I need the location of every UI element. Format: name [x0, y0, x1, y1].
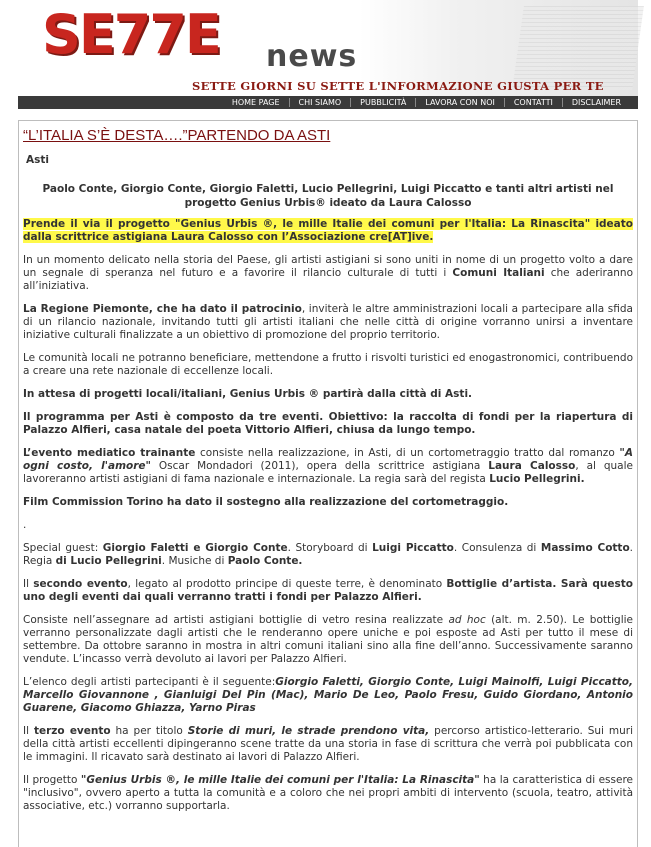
text-bold: di Lucio Pellegrini: [55, 555, 162, 567]
text: L’elenco degli artisti partecipanti è il seguente:: [23, 676, 276, 688]
paragraph-5: Il programma per Asti è composto da tre eventi. Obiettivo: la raccolta di fondi per la riapertura di Palazzo Alfieri, casa natale del poeta Vittorio Alfieri, chiusa da lungo tempo.: [23, 411, 633, 436]
site-header: [18, 0, 638, 96]
text: . Regia: [23, 542, 634, 567]
text-bold: Paolo Conte.: [227, 555, 303, 567]
text: Special guest:: [23, 542, 103, 554]
paragraph-2: [23, 303, 633, 342]
text: Il: [23, 578, 34, 590]
text: (alt. m. 2.50). Le bottiglie verranno personalizzate dagli artisti che le renderanno opere uniche e poi esposte ad Asti per tutto il mese di settembre. Da ottobre saranno in mostra in altri comuni italiani sino alla fine dell’anno. Successivamente saranno vendute. L’incasso verrà devoluto ai lavori per Palazzo Alfieri.: [23, 614, 633, 665]
text: . Consulenza di: [453, 542, 541, 554]
nav-disclaimer[interactable]: DISCLAIMER: [571, 98, 621, 107]
logo-news[interactable]: news: [266, 39, 358, 74]
text-bold-italic: Giorgio Faletti, Giorgio Conte, Luigi Mainolfi, Luigi Piccatto, Marcello Giovannone , Gianluigi Del Pin (Mac), Mario De Leo, Paolo Fresu, Guido Giordano, Antonio Guarene, Giacomo Ghiazza, Yarno Piras: [23, 676, 633, 714]
text-bold: Massimo Cotto: [540, 542, 630, 554]
text-bold: Bottiglie d’artista. Sarà questo uno degli eventi dai quali verranno tratti i fondi per Palazzo Alfieri.: [23, 578, 633, 603]
text-bold: La Regione Piemonte, che ha dato il patrocinio: [23, 303, 302, 315]
paragraph-10: [23, 614, 633, 666]
article-subhead: Paolo Conte, Giorgio Conte, Giorgio Faletti, Lucio Pellegrini, Luigi Piccatto e tanti altri artisti nel progetto Genius Urbis® ideato da Laura Calosso: [42, 183, 614, 209]
nav-lavora-con-noi[interactable]: LAVORA CON NOI: [425, 98, 495, 107]
nav-items: [223, 96, 630, 109]
paragraph-1: [23, 254, 633, 293]
newspaper-image: [512, 6, 644, 90]
text: consiste nella realizzazione, in Asti, di un cortometraggio tratto dal romanzo: [195, 447, 620, 459]
text-bold-italic: "A ogni costo, l'amore": [23, 447, 633, 472]
text: , al quale lavoreranno artisti astigiani di fama nazionale e internazionale. La regia sarà del regista: [23, 460, 633, 485]
lead-paragraph: [23, 218, 633, 244]
text: Oscar Mondadori (2011), opera della scrittrice astigiana: [151, 460, 489, 472]
text-bold: Laura Calosso: [488, 460, 576, 472]
text: Il: [23, 725, 34, 737]
text-bold: secondo evento: [33, 578, 128, 590]
text: . Storyboard di: [287, 542, 373, 554]
paragraph-6: [23, 447, 633, 486]
paragraph-3: Le comunità locali ne potranno beneficiare, mettendone a frutto i risvolti turistici ed enogastronomici, contribuendo a creare una rete nazionale di eccellenze locali.: [23, 352, 633, 377]
text: , inviterà le altre amministrazioni locali a partecipare alla sfida di un rilancio nazionale, invitando tutti gli artisti italiani che nelle città di origine vorranno unirsi a inventare iniziative culturali finalizzate a un obiettivo di promozione del proprio territorio.: [23, 303, 633, 341]
paragraph-8: [23, 542, 633, 568]
text: , legato al prodotto principe di queste terre, è denominato: [127, 578, 447, 590]
text-bold-italic: Storie di muri, le strade prendono vita,: [187, 725, 430, 737]
text-bold: Luigi Piccatto: [372, 542, 454, 554]
nav-home[interactable]: HOME PAGE: [231, 98, 280, 107]
paragraph-13: [23, 774, 633, 813]
text-bold: Comuni Italiani: [452, 267, 545, 279]
paragraph-12: [23, 725, 633, 764]
text: In un momento delicato nella storia del Paese, gli artisti astigiani si sono uniti in nome di un progetto volto a dare un segnale di speranza nel futuro e a favorire il rilancio culturale di tutti i: [23, 254, 633, 279]
paragraph-4: In attesa di progetti locali/italiani, Genius Urbis ® partirà dalla città di Asti.: [23, 388, 473, 400]
article: [18, 120, 638, 847]
text: che aderiranno all’iniziativa.: [23, 267, 633, 292]
text: percorso artistico-letterario. Sui muri della città artisti eccellenti dipingeranno scene tratte da una storia in fase di scrittura che verrà poi pubblicata con le immagini. Il ricavato sarà destinato ai lavori di Palazzo Alfieri.: [23, 725, 633, 763]
main-navbar: [18, 96, 638, 109]
text: ha la caratteristica di essere "inclusivo", ovvero aperto a tutta la comunità e a coloro che nei propri ambiti di intervento (scuola, teatro, attività associative, etc.) vorranno supportarla.: [23, 774, 633, 812]
text-bold-italic: "Genius Urbis ®, le mille Italie dei comuni per l'Italia: La Rinascita": [80, 774, 480, 786]
tagline: SETTE GIORNI SU SETTE L'INFORMAZIONE GIUSTA PER TE: [192, 79, 604, 93]
highlighted-lead: Prende il via il progetto "Genius Urbis ®, le mille Italie dei comuni per l'Italia: La Rinascita" ideato dalla scrittrice astigiana Laura Calosso con l’Associazione cre[AT]ive.: [23, 218, 633, 243]
text-bold: Giorgio Faletti e Giorgio Conte: [102, 542, 288, 554]
nav-chi-siamo[interactable]: CHI SIAMO: [298, 98, 342, 107]
text-bold: L’evento mediatico trainante: [23, 447, 196, 459]
article-title[interactable]: “L’ITALIA S’È DESTA….”PARTENDO DA ASTI: [23, 127, 331, 144]
text: ha per titolo: [110, 725, 188, 737]
text-italic: ad hoc: [448, 614, 486, 626]
paragraph-11: [23, 676, 633, 715]
paragraph-dot: .: [23, 519, 27, 531]
text: Consiste nell’assegnare ad artisti astigiani bottiglie di vetro resina realizzate: [23, 614, 449, 626]
nav-pubblicita[interactable]: PUBBLICITÀ: [360, 98, 407, 107]
paragraph-9: [23, 578, 633, 604]
article-place: Asti: [26, 154, 49, 166]
text: . Musiche di: [161, 555, 228, 567]
text-bold: Lucio Pellegrini.: [489, 473, 585, 485]
paragraph-7: Film Commission Torino ha dato il sostegno alla realizzazione del cortometraggio.: [23, 496, 509, 508]
text: Il progetto: [23, 774, 81, 786]
text-bold: terzo evento: [33, 725, 111, 737]
nav-contatti[interactable]: CONTATTI: [513, 98, 553, 107]
logo-sette[interactable]: SE77E: [42, 3, 220, 66]
